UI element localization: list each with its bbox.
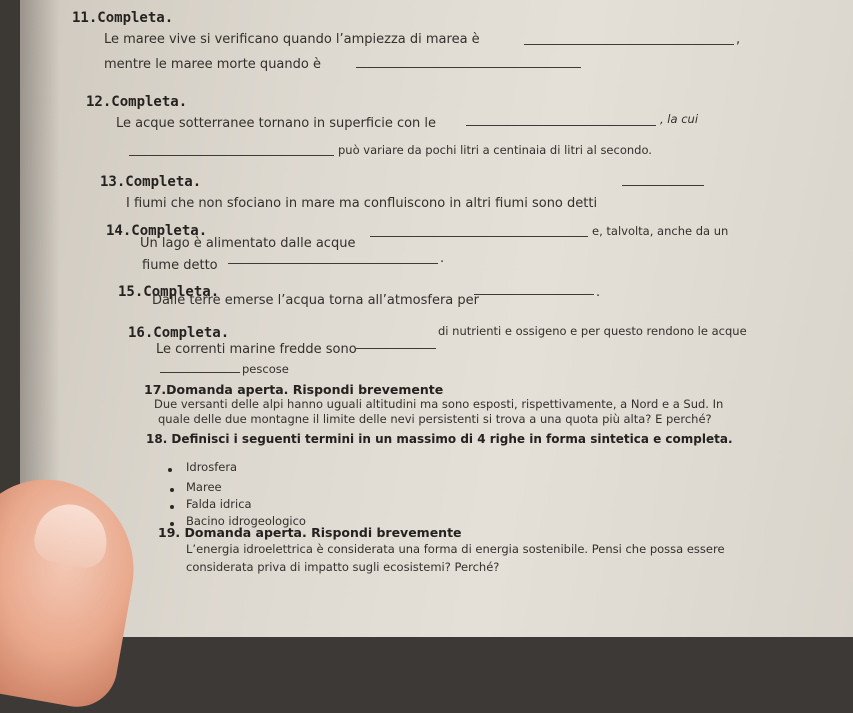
q12-line1-end: , la cui (660, 112, 699, 126)
q17-line1: Due versanti delle alpi hanno uguali altitudini ma sono esposti, rispettivamente, a Nord e a Sud. In (154, 397, 724, 411)
q11-line1-end: , (736, 32, 741, 47)
q14-heading: 14.Completa. (106, 223, 208, 239)
q15-blank-1[interactable] (474, 294, 594, 295)
q12-blank-2[interactable] (129, 155, 334, 156)
q13-blank-1[interactable] (622, 185, 704, 186)
q17-line2: quale delle due montagne il limite delle nevi persistenti si trova a una quota più alta? E perché? (158, 412, 712, 426)
q18-bullet-1 (168, 468, 172, 472)
q16-heading: 16.Completa. (128, 325, 230, 341)
q16-line2: pescose (242, 362, 289, 376)
q18-term-3: Falda idrica (186, 497, 252, 511)
q18-heading: 18. Definisci i seguenti termini in un massimo di 4 righe in forma sintetica e completa. (146, 432, 733, 446)
q11-line2: mentre le maree morte quando è (104, 57, 321, 72)
q19-heading: 19. Domanda aperta. Rispondi brevemente (158, 525, 462, 540)
q18-term-4: Bacino idrogeologico (186, 514, 306, 528)
q15-line1-end: . (596, 285, 601, 300)
q14-line2-end: . (440, 251, 445, 266)
q11-line1: Le maree vive si verificano quando l’ampiezza di marea è (104, 32, 480, 47)
q12-line2: può variare da pochi litri a centinaia di litri al secondo. (338, 143, 652, 157)
q11-heading: 11.Completa. (72, 10, 174, 26)
q18-term-1: Idrosfera (186, 460, 238, 474)
q12-heading: 12.Completa. (86, 94, 188, 110)
q18-bullet-2 (170, 488, 174, 492)
q11-blank-2[interactable] (356, 67, 581, 68)
q16-line1-end: di nutrienti e ossigeno e per questo rendono le acque (438, 324, 747, 338)
q14-blank-1[interactable] (370, 236, 588, 237)
q16-blank-2[interactable] (160, 372, 240, 373)
q16-line1: Le correnti marine fredde sono (156, 342, 357, 357)
q16-blank-1[interactable] (356, 348, 436, 349)
q19-line1: L’energia idroelettrica è considerata una forma di energia sostenibile. Pensi che possa essere (186, 542, 725, 556)
q11-blank-1[interactable] (524, 44, 734, 45)
q14-line2: fiume detto (142, 258, 218, 273)
q14-line1: Un lago è alimentato dalle acque (140, 236, 356, 251)
q15-line1: Dalle terre emerse l’acqua torna all’atmosfera per (152, 293, 479, 308)
q14-line1-end: e, talvolta, anche da un (592, 224, 729, 238)
q14-blank-2[interactable] (228, 263, 438, 264)
q18-bullet-3 (170, 505, 174, 509)
q12-blank-1[interactable] (466, 125, 656, 126)
q13-line1: I fiumi che non sfociano in mare ma confluiscono in altri fiumi sono detti (126, 196, 598, 211)
q13-heading: 13.Completa. (100, 174, 202, 190)
q18-term-2: Maree (186, 480, 222, 494)
q12-line1: Le acque sotterranee tornano in superficie con le (116, 116, 437, 131)
q19-line2: considerata priva di impatto sugli ecosistemi? Perché? (186, 560, 500, 574)
q17-heading: 17.Domanda aperta. Rispondi brevemente (144, 382, 444, 397)
q15-heading: 15.Completa. (118, 284, 220, 300)
